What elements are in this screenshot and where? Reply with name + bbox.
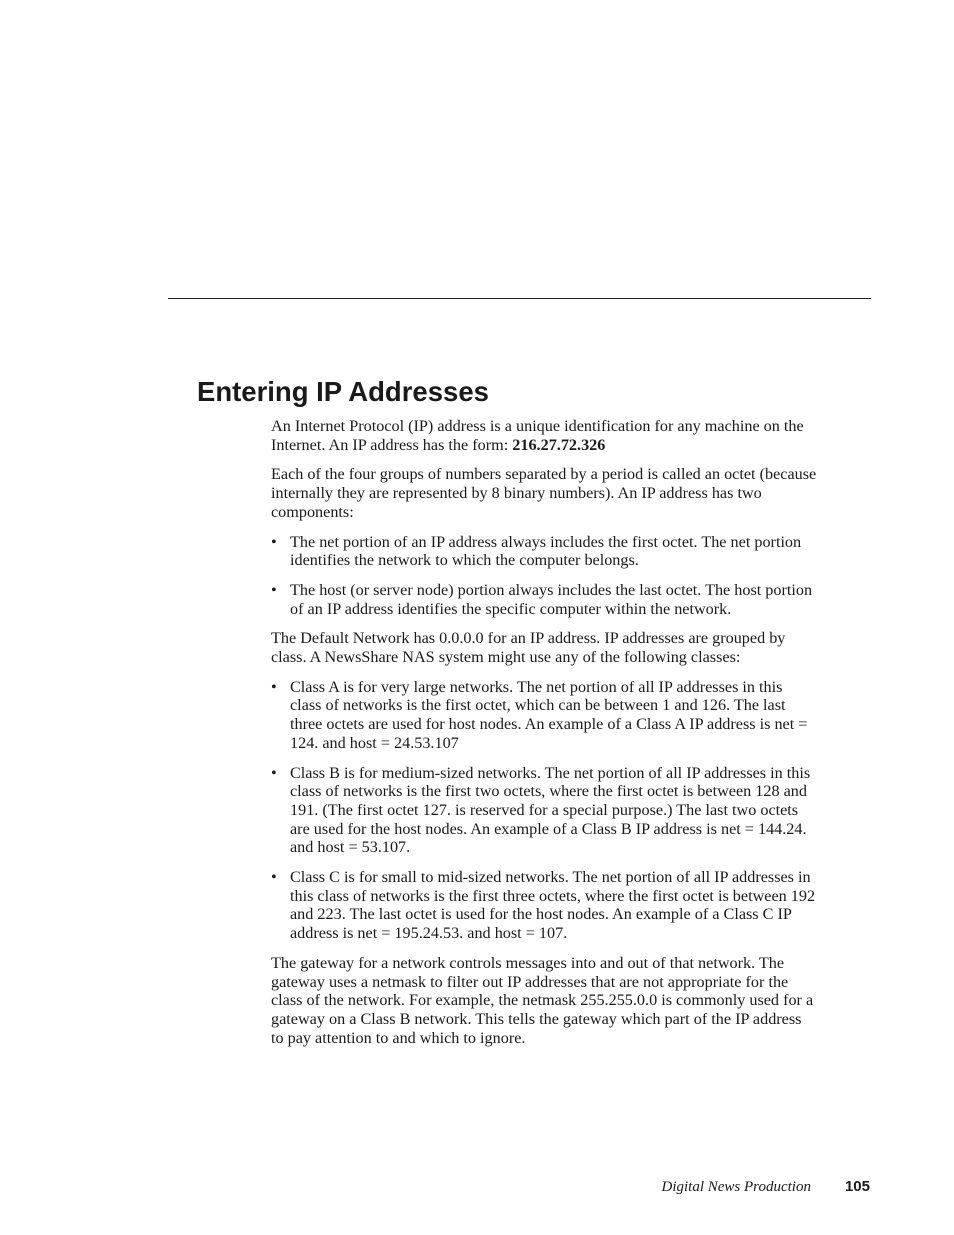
classes-intro-paragraph: The Default Network has 0.0.0.0 for an IP address. IP addresses are grouped by class. A NewsShare NAS system might use any of the following classes: xyxy=(271,629,786,667)
section-title: Entering IP Addresses xyxy=(197,376,489,407)
list-item-text: Class A is for very large networks. The net portion of all IP addresses in this class of networks is the first octet, which can be between 1 and 126. The last three octets are used for host nodes. An example of a Class A IP address is net = 124. and host = 24.53.107 xyxy=(290,677,808,752)
intro-text: An Internet Protocol (IP) address is a unique identification for any machine on the Internet. An IP address has the form: xyxy=(271,417,804,454)
list-item xyxy=(271,581,817,618)
list-item-text: Class B is for medium-sized networks. The net portion of all IP addresses in this class of networks is the first two octets, where the first octet is between 128 and 191. (The first octet 127. is reserved for a special purpose.) The last two octets are used for the host nodes. An example of a Class B IP address is net = 144.24. and host = 53.107. xyxy=(290,763,811,857)
list-item xyxy=(271,678,817,753)
octets-paragraph: Each of the four groups of numbers separated by a period is called an octet (because internally they are represented by 8 binary numbers). An IP address has two components: xyxy=(271,465,817,521)
page-footer xyxy=(662,1178,870,1196)
header-rule xyxy=(168,298,871,299)
bullet-icon: • xyxy=(271,763,277,782)
section-body xyxy=(271,417,817,1058)
components-list xyxy=(271,533,817,619)
classes-list xyxy=(271,678,817,943)
list-item-text: The host (or server node) portion always includes the last octet. The host portion of an IP address identifies the specific computer within the network. xyxy=(290,580,813,618)
footer-book-title: Digital News Production xyxy=(661,1179,811,1195)
list-item-text: The net portion of an IP address always includes the first octet. The net portion identifies the network to which the computer belongs. xyxy=(290,532,802,570)
list-item xyxy=(271,764,817,858)
list-item xyxy=(271,533,817,570)
list-item xyxy=(271,868,817,943)
ip-example: 216.27.72.326 xyxy=(512,435,606,454)
bullet-icon: • xyxy=(271,868,277,887)
list-item-text: Class C is for small to mid-sized networks. The net portion of all IP addresses in this class of networks is the first three octets, where the first octet is between 192 and 223. The last octet is used for the host nodes. An example of a Class C IP address is net = 195.24.53. and host = 107. xyxy=(290,868,816,943)
bullet-icon: • xyxy=(271,580,277,599)
bullet-icon: • xyxy=(271,677,277,696)
bullet-icon: • xyxy=(271,532,277,551)
page-number: 105 xyxy=(844,1178,870,1195)
gateway-paragraph: The gateway for a network controls messages into and out of that network. The gateway uses a netmask to filter out IP addresses that are not appropriate for the class of the network. For example, the netmask 255.255.0.0 is commonly used for a gateway on a Class B network. This tells the gateway which part of the IP address to pay attention to and which to ignore. xyxy=(271,953,814,1047)
intro-paragraph xyxy=(271,417,817,454)
